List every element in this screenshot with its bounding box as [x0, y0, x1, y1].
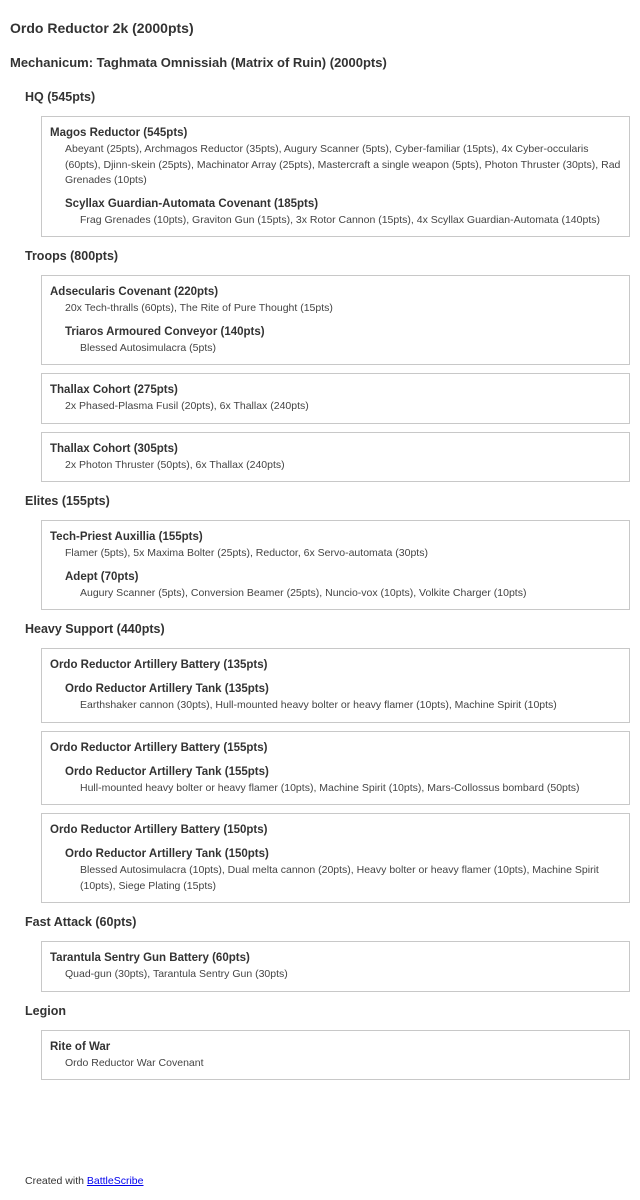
- unit-card: [41, 116, 630, 237]
- unit-name: Ordo Reductor Artillery Battery (150pts): [50, 824, 268, 836]
- category-title: HQ (545pts): [25, 90, 96, 104]
- footer-prefix: Created with: [25, 1175, 87, 1187]
- unit-card: [41, 373, 630, 424]
- unit-wargear: 2x Phased-Plasma Fusil (20pts), 6x Thallax (240pts): [65, 400, 309, 412]
- battlescribe-link[interactable]: BattleScribe: [86, 1175, 144, 1187]
- sub-unit: [50, 680, 621, 714]
- sub-unit-wargear: Hull-mounted heavy bolter or heavy flamer (10pts), Machine Spirit (10pts), Mars-Collossus bombard (50pts): [80, 781, 580, 794]
- unit-name: Magos Reductor (545pts): [50, 127, 188, 139]
- sub-unit-name: Triaros Armoured Conveyor (140pts): [65, 325, 265, 338]
- unit-name: Ordo Reductor Artillery Battery (155pts): [50, 741, 268, 754]
- category-title: Troops (800pts): [25, 249, 119, 263]
- sub-unit: [50, 845, 621, 894]
- sub-unit-name: Ordo Reductor Artillery Tank (155pts): [65, 765, 269, 778]
- unit-wargear: 2x Photon Thruster (50pts), 6x Thallax (240pts): [65, 458, 285, 471]
- category-section: [25, 913, 630, 992]
- sub-unit-wargear: Augury Scanner (5pts), Conversion Beamer (25pts), Nuncio-vox (10pts), Volkite Charger (10pts): [80, 586, 527, 599]
- unit-name: Thallax Cohort (305pts): [50, 442, 178, 455]
- unit-name: Thallax Cohort (275pts): [50, 384, 178, 396]
- sub-unit-wargear: Earthshaker cannon (30pts), Hull-mounted heavy bolter or heavy flamer (10pts), Machine Spirit (10pts): [80, 699, 557, 711]
- unit-card: [41, 432, 630, 483]
- unit-card: [41, 520, 630, 610]
- category-section: [25, 1002, 630, 1081]
- sub-unit: [50, 568, 621, 602]
- unit-card: [41, 941, 630, 992]
- category-section: [25, 620, 630, 903]
- category-section: [25, 88, 630, 237]
- sub-unit-wargear: Blessed Autosimulacra (5pts): [80, 341, 216, 354]
- roster-content: [25, 88, 630, 1090]
- unit-wargear: 20x Tech-thralls (60pts), The Rite of Pure Thought (15pts): [65, 302, 333, 314]
- sub-unit: [50, 195, 621, 229]
- category-section: [25, 247, 630, 482]
- unit-wargear: Flamer (5pts), 5x Maxima Bolter (25pts), Reductor, 6x Servo-automata (30pts): [65, 547, 428, 559]
- unit-name: Tech-Priest Auxillia (155pts): [50, 531, 203, 543]
- unit-card: [41, 1030, 630, 1081]
- sub-unit: [50, 763, 621, 797]
- sub-unit-wargear: Blessed Autosimulacra (10pts), Dual melta cannon (20pts), Heavy bolter or heavy flamer (10pts), Machine Spirit (10pts), Siege Plating (15pts): [80, 864, 599, 892]
- unit-wargear: Abeyant (25pts), Archmagos Reductor (35pts), Augury Scanner (5pts), Cyber-familiar (15pts), 4x Cyber-occularis (60pts), Djinn-skein (25pts), Machinator Array (25pts), Mastercraft a single weapon (5pts), Photon Thruster (30pts), Rad Grenades (10pts): [65, 143, 621, 186]
- unit-card: [41, 648, 630, 723]
- unit-name: Ordo Reductor Artillery Battery (135pts): [50, 659, 268, 671]
- unit-name: Adsecularis Covenant (220pts): [50, 286, 219, 298]
- sub-unit-name: Ordo Reductor Artillery Tank (135pts): [65, 683, 269, 695]
- sub-unit-name: Ordo Reductor Artillery Tank (150pts): [65, 848, 269, 860]
- sub-unit: [50, 323, 621, 357]
- sub-unit-wargear: Frag Grenades (10pts), Graviton Gun (15pts), 3x Rotor Cannon (15pts), 4x Scyllax Guardian-Automata (140pts): [80, 213, 600, 226]
- category-title: Fast Attack (60pts): [25, 915, 137, 929]
- unit-card: [41, 731, 630, 806]
- unit-wargear: Ordo Reductor War Covenant: [65, 1056, 204, 1069]
- roster-title: Ordo Reductor 2k (2000pts): [10, 20, 194, 36]
- category-section: [25, 492, 630, 610]
- sub-unit-name: Scyllax Guardian-Automata Covenant (185pts): [65, 197, 319, 210]
- category-title: Heavy Support (440pts): [25, 622, 165, 636]
- unit-card: [41, 813, 630, 903]
- unit-card: [41, 275, 630, 365]
- footer: [25, 1175, 144, 1187]
- category-title: Elites (155pts): [25, 494, 110, 508]
- category-title: Legion: [25, 1003, 66, 1018]
- sub-unit-name: Adept (70pts): [65, 570, 139, 583]
- unit-name: Rite of War: [50, 1040, 111, 1053]
- force-title: Mechanicum: Taghmata Omnissiah (Matrix of Ruin) (2000pts): [10, 55, 387, 70]
- unit-wargear: Quad-gun (30pts), Tarantula Sentry Gun (30pts): [65, 968, 288, 980]
- unit-name: Tarantula Sentry Gun Battery (60pts): [50, 952, 250, 964]
